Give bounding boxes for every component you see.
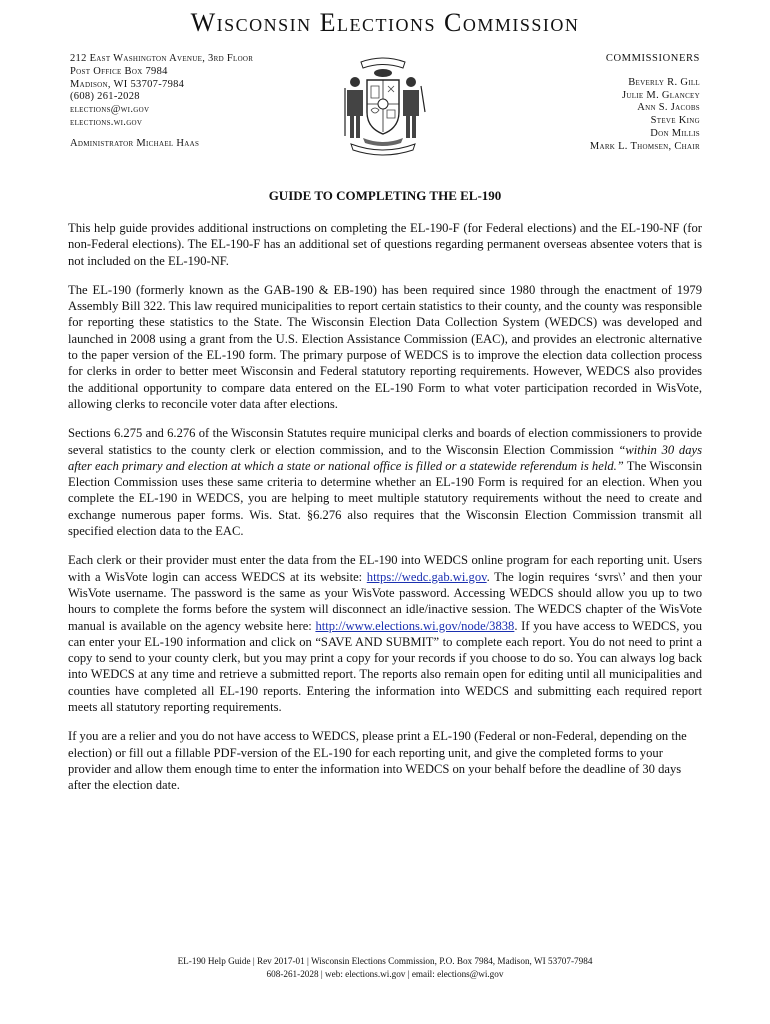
commissioner-name: Mark L. Thomsen, Chair <box>589 140 700 152</box>
commissioner-name: Ann S. Jacobs <box>637 102 700 114</box>
address-line: (608) 261-2028 <box>70 91 140 103</box>
commissioners-heading: COMMISSIONERS <box>605 53 700 64</box>
commissioner-name: Steve King <box>650 115 700 127</box>
commissioners-list <box>590 53 700 154</box>
address-email: elections@wi.gov <box>70 104 150 116</box>
page-footer <box>0 955 770 980</box>
commissioner-name: Julie M. Glancey <box>621 89 700 101</box>
paragraph-intro: This help guide provides additional instructions on completing the EL-190-F (for Federal elections) and the EL-190-NF (for non-Federal elections). The EL-190-F has an additional set of questions regarding permanent overseas absentee voters that is not included on the EL-190-NF. <box>68 221 702 268</box>
address-line: Madison, WI 53707-7984 <box>70 78 185 90</box>
paragraph-text: . The login requires ‘svrs\’ and then your WisVote username. The password is the same as your WisVote password. Accessing WEDCS should allow you up to two hours to complete the forms before the system will disconnect an idle/inactive session. The WEDCS chapter of the WisVote manual is available on the agency website here: <box>68 569 702 633</box>
footer-contact: 608-261-2028 | web: elections.wi.gov | email: elections@wi.gov <box>266 968 504 979</box>
document-body <box>68 220 702 807</box>
address-line: 212 East Washington Avenue, 3rd Floor <box>70 53 254 64</box>
wisvote-manual-link[interactable]: http://www.elections.wi.gov/node/3838 <box>315 618 515 633</box>
administrator-name: Administrator Michael Haas <box>70 138 200 149</box>
statute-quote: “within 30 days after each primary and election at which a state or national office is filled or a statewide referendum is held.” <box>68 442 702 473</box>
footer-line: EL-190 Help Guide | Rev 2017-01 | Wisconsin Elections Commission, P.O. Box 7984, Madison, WI 53707-7984 <box>177 956 593 966</box>
wisconsin-state-seal-icon <box>333 52 433 158</box>
paragraph-text: Each clerk or their provider must enter the data from the EL-190 into WEDCS online program for each reporting unit. Users with a WisVote login can access WEDCS at its website: <box>68 553 702 584</box>
paragraph-access <box>68 552 702 715</box>
paragraph-relier: If you are a relier and you do not have access to WEDCS, please print a EL-190 (Federal or non-Federal, depending on the election) or fill out a fillable PDF-version of the EL-190 for each reporting unit, and give the completed forms to your provider and allow them enough time to enter the information into WEDCS on your behalf before the deadline of 30 days after the election date. <box>68 729 687 793</box>
agency-address <box>70 53 253 130</box>
address-website: elections.wi.gov <box>70 116 143 128</box>
address-line: Post Office Box 7984 <box>70 65 168 77</box>
paragraph-text: Sections 6.275 and 6.276 of the Wisconsin Statutes require municipal clerks and boards of election commissioners to provide several statistics to the county clerk or election commission, and to the Wisconsin Election Commission <box>68 426 702 457</box>
page-title: GUIDE TO COMPLETING THE EL-190 <box>268 188 502 203</box>
agency-name: Wisconsin Elections Commission <box>190 8 580 37</box>
commissioner-name: Beverly R. Gill <box>628 76 700 88</box>
paragraph-statutes <box>68 425 702 539</box>
paragraph-history: The EL-190 (formerly known as the GAB-190 & EB-190) has been required since 1980 through the enactment of 1979 Assembly Bill 322. This law required municipalities to report certain statistics to their county, and the county was responsible for reporting these statistics to the State. The Wisconsin Election Data Collection System (WEDCS) was developed and launched in 2008 using a grant from the U.S. Election Assistance Commission (EAC), and provides an electronic alternative to the paper version of the EL-190 form. The primary purpose of WEDCS is to improve the election data collection process for clerks in order to better meet Wisconsin and Federal statutory reporting requirements. However, WEDCS also provides the additional opportunity to compare data entered on the EL-190 Form to what voter participation recorded in WisVote, allowing clerks to reconcile voter data after elections. <box>68 282 702 411</box>
paragraph-text: The Wisconsin Election Commission uses these same criteria to determine whether an EL-190 Form is required for an election. When you complete the EL-190 in WEDCS, you are helping to meet multiple statutory requirements without the need to create and exchange numerous paper forms. Wis. Stat. §6.276 also requires that the Wisconsin Election Commission transmit all specified election data to the EAC. <box>68 458 702 539</box>
wedcs-login-link[interactable]: https://wedc.gab.wi.gov <box>366 569 487 584</box>
commissioner-name: Don Millis <box>650 127 700 139</box>
paragraph-text: . If you have access to WEDCS, you can enter your EL-190 information and click on “SAVE AND SUBMIT” to complete each report. You do not need to print a copy to send to your county clerk, but you may print a copy for your records if you choose to do so. You can always log back into WEDCS at any time and retrieve a submitted report. The reports also remain open for editing until all municipalities and counties have completed all EL-190 reports. Entering the information into WEDCS and submitting each required report meets all statutory reporting requirements. <box>68 618 702 715</box>
